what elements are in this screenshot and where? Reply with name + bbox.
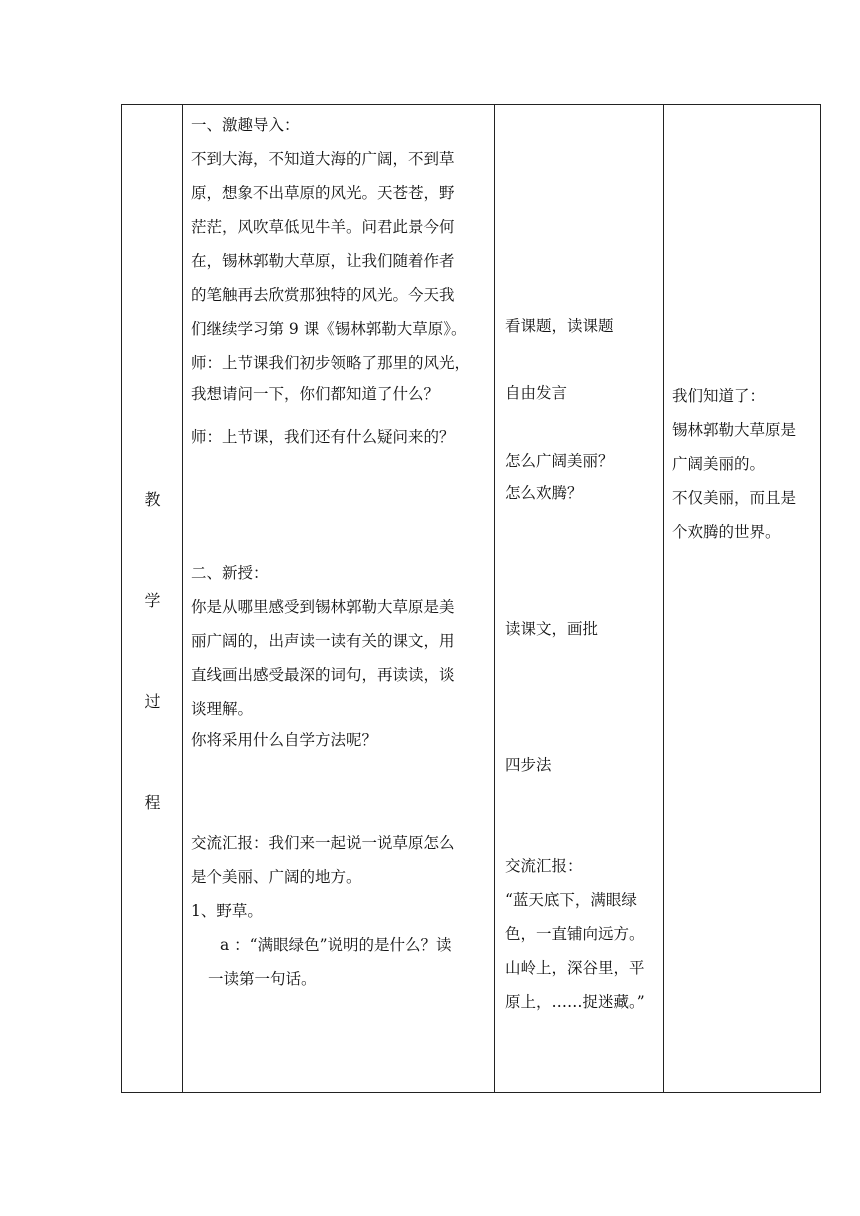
text-line: 的笔触再去欣赏那独特的风光。今天我 [191, 286, 455, 304]
text-line: 师：上节课，我们还有什么疑问来的？ [191, 428, 455, 446]
text-line: 你是从哪里感受到锡林郭勒大草原是美 [191, 598, 455, 616]
text-line: 师：上节课我们初步领略了那里的风光， [191, 354, 471, 372]
text-line: 一读第一句话。 [208, 970, 317, 988]
text-line: 怎么广阔美丽？ [505, 452, 614, 470]
text-line: 是个美丽、广阔的地方。 [191, 868, 362, 886]
text-line: 看课题，读课题 [505, 317, 614, 335]
label-char: 程 [144, 793, 161, 812]
text-line: 我想请问一下，你们都知道了什么？ [191, 385, 440, 403]
text-line: 1、野草。 [191, 902, 263, 920]
design-intent-column [664, 105, 822, 1092]
section-heading-intro: 一、激趣导入： [191, 116, 300, 134]
text-line: 锡林郭勒大草原是 [672, 421, 797, 439]
text-line: 四步法 [505, 756, 552, 774]
text-line: 个欢腾的世界。 [672, 523, 781, 541]
text-line: 不到大海，不知道大海的广阔，不到草 [191, 150, 455, 168]
text-line: 自由发言 [505, 384, 568, 402]
text-line: 读课文，画批 [505, 620, 599, 638]
label-char: 教 [144, 490, 161, 509]
label-char: 过 [144, 692, 161, 711]
text-line: 交流汇报： [505, 857, 583, 875]
text-line: 丽广阔的，出声读一读有关的课文，用 [191, 632, 455, 650]
text-line: 你将采用什么自学方法呢？ [191, 731, 378, 749]
label-column [122, 105, 183, 1092]
text-line: 山岭上，深谷里，平 [505, 959, 645, 977]
text-line: 交流汇报：我们来一起说一说草原怎么 [191, 834, 455, 852]
text-line: 原，想象不出草原的风光。天苍苍，野 [191, 184, 455, 202]
text-line: 我们知道了： [672, 387, 766, 405]
student-activity-column [495, 105, 664, 1092]
label-char: 学 [144, 591, 161, 610]
text-line: 广阔美丽的。 [672, 455, 766, 473]
text-line: 直线画出感受最深的词句，再读读，谈 [191, 666, 455, 684]
text-line: 色，一直铺向远方。 [505, 925, 645, 943]
lesson-plan-table [121, 104, 821, 1093]
text-line: “蓝天底下，满眼绿 [505, 891, 637, 909]
teacher-activity-column [183, 105, 495, 1092]
text-line: a ：“满眼绿色”说明的是什么？读 [220, 936, 452, 954]
section-heading-new: 二、新授： [191, 564, 269, 582]
text-line: 在，锡林郭勒大草原，让我们随着作者 [191, 252, 455, 270]
text-line: 茫茫，风吹草低见牛羊。问君此景今何 [191, 218, 455, 236]
text-line: 怎么欢腾？ [505, 484, 583, 502]
text-line: 不仅美丽，而且是 [672, 489, 797, 507]
text-line: 原上，……捉迷藏。” [505, 993, 645, 1011]
text-line: 谈理解。 [191, 700, 254, 718]
text-line: 们继续学习第 9 课《锡林郭勒大草原》。 [191, 320, 467, 338]
